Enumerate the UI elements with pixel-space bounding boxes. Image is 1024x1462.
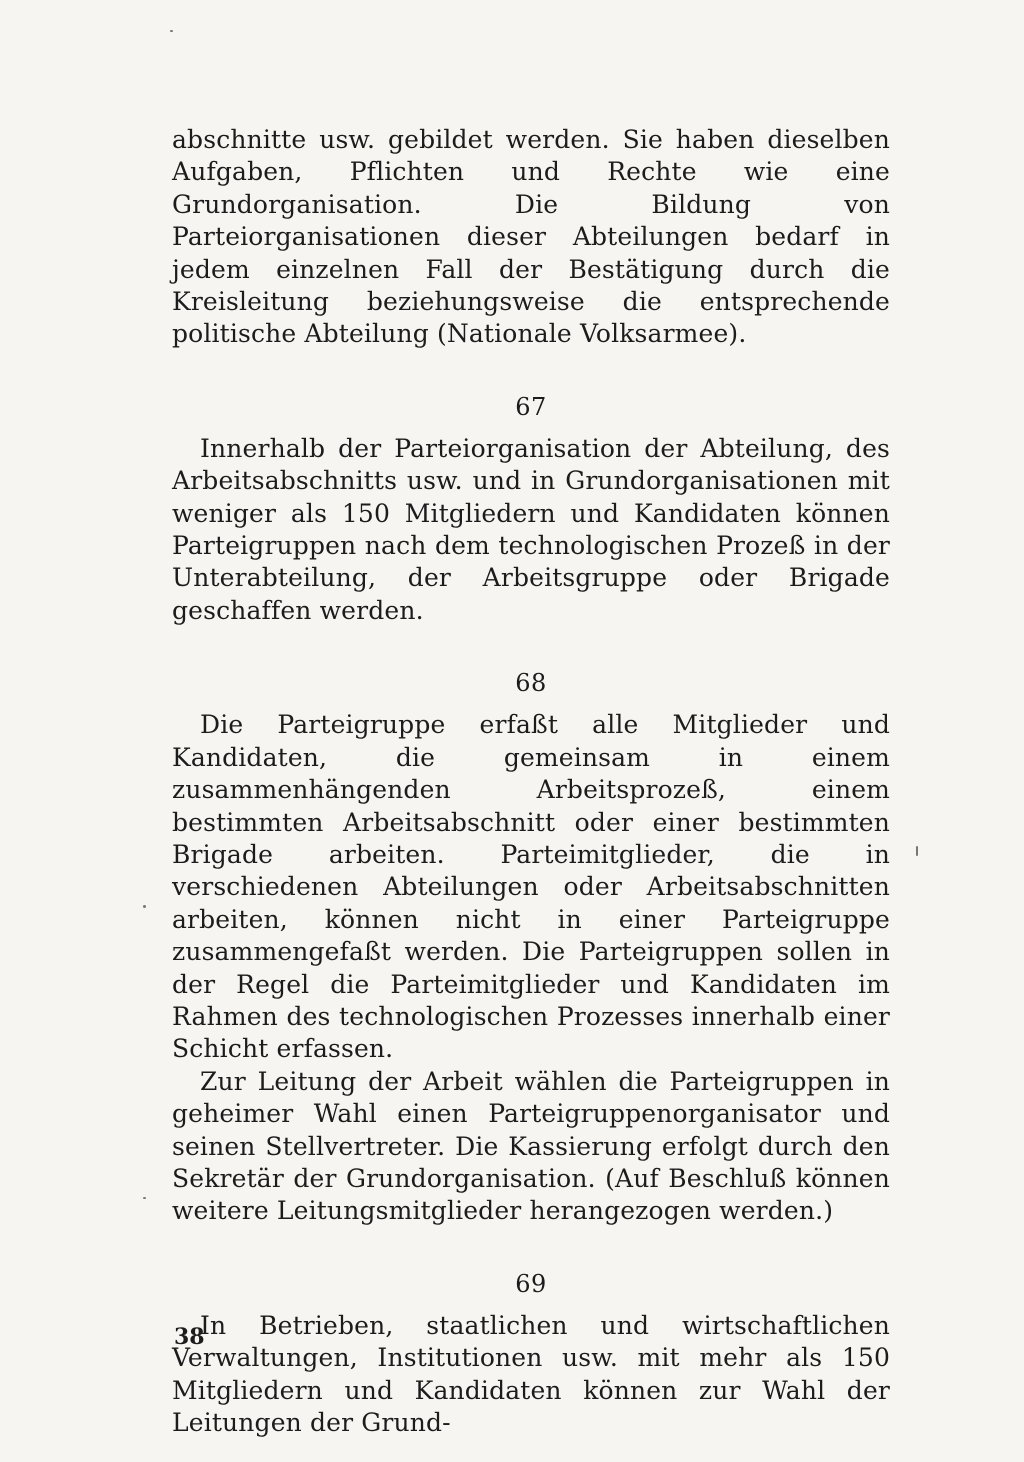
section-number-69: 69: [515, 1269, 547, 1298]
paragraph-66-continued: abschnitte usw. gebildet werden. Sie haben dieselben Aufgaben, Pflichten und Rechte wie eine Grundorganisation. Die Bildung von Parteiorganisationen dieser Abteilungen bedarf in jedem einzelnen Fall der Bestätigung durch die Kreisleitung beziehungsweise die entsprechende politische Abteilung (Nationale Volksarmee).: [172, 125, 890, 349]
page-body: [172, 124, 890, 1439]
section-number-68: 68: [515, 669, 547, 698]
paragraph-69: In Betrieben, staatlichen und wirtschaftlichen Verwaltungen, Institutionen usw. mit mehr als 150 Mitgliedern und Kandidaten können zur Wahl der Leitungen der Grund-: [172, 1310, 890, 1437]
section-number-67: 67: [515, 392, 547, 421]
scan-speck: [916, 846, 918, 856]
scan-speck: [143, 905, 146, 908]
paragraph-68-a: Die Parteigruppe erfaßt alle Mitglieder und Kandidaten, die gemeinsam in einem zusammenhängenden Arbeitsprozeß, einem bestimmten Arbeitsabschnitt oder einer bestimmten Brigade arbeiten. Parteimitglieder, die in verschiedenen Abteilungen oder Arbeitsabschnitten arbeiten, können nicht in einer Parteigruppe zusammengefaßt werden. Die Parteigruppen sollen in der Regel die Parteimitglieder und Kandidaten im Rahmen des technologischen Prozesses innerhalb einer Schicht erfassen.: [172, 710, 890, 1064]
paragraph-68-b: Zur Leitung der Arbeit wählen die Parteigruppen in geheimer Wahl einen Parteigruppenorganisator und seinen Stellvertreter. Die Kassierung erfolgt durch den Sekretär der Grundorganisation. (Auf Beschluß können weitere Leitungsmitglieder herangezogen werden.): [172, 1066, 890, 1226]
paragraph-67: Innerhalb der Parteiorganisation der Abteilung, des Arbeitsabschnitts usw. und in Grundorganisationen mit weniger als 150 Mitgliedern und Kandidaten können Parteigruppen nach dem technologischen Prozeß in der Unterabteilung, der Arbeitsgruppe oder Brigade geschaffen werden.: [172, 433, 890, 625]
scan-speck: [143, 1197, 146, 1199]
page-number: 38: [174, 1324, 205, 1350]
scan-speck: [170, 30, 173, 32]
